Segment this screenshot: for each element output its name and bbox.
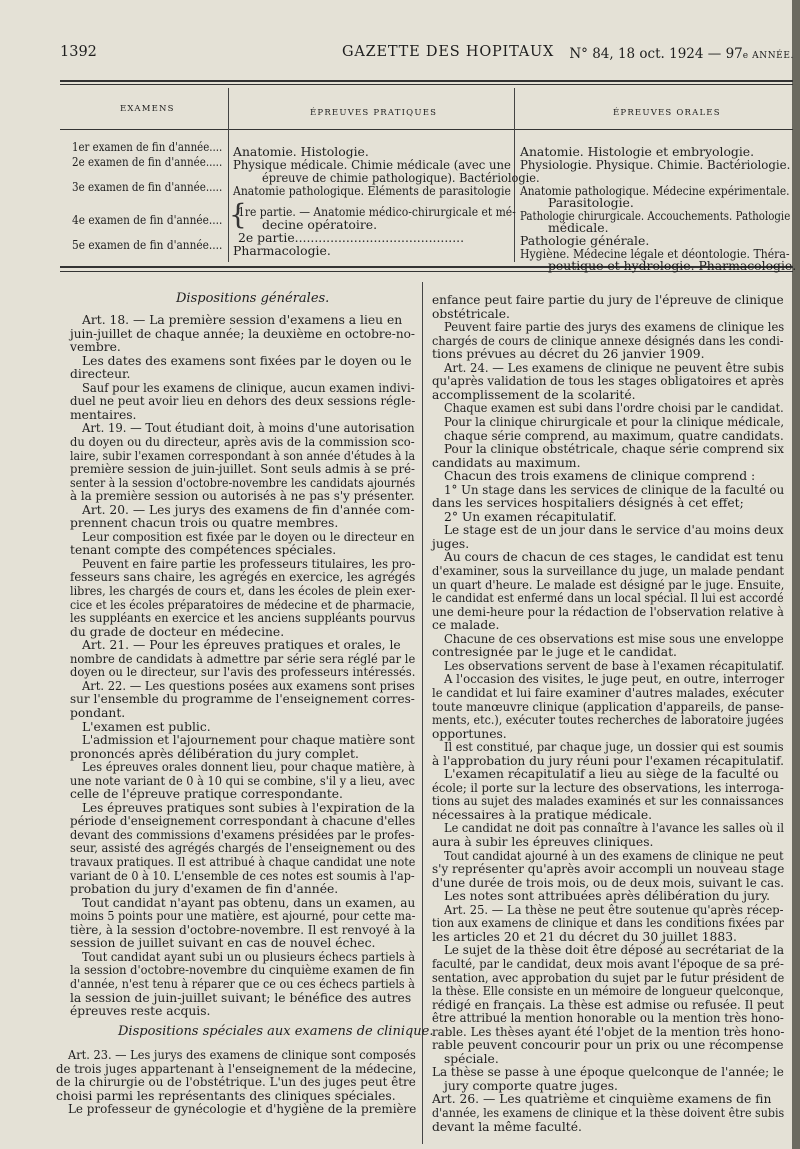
body-line: devant des commissions d'examens présidées par le profes- bbox=[70, 827, 415, 842]
oral-4b: médicale. bbox=[548, 220, 609, 235]
body-line: Au cours de chacun de ces stages, le candidat est tenu bbox=[444, 550, 784, 565]
col-header-examens: EXAMENS bbox=[120, 104, 175, 114]
body-line: L'examen récapitulatif a lieu au siège de la faculté ou bbox=[444, 767, 779, 782]
body-line: une demi-heure pour la rédaction de l'observation relative à bbox=[432, 604, 784, 619]
body-line: Peuvent en faire partie les professeurs titulaires, les pro- bbox=[82, 556, 416, 571]
practical-1: Anatomie. Histologie. bbox=[233, 144, 369, 159]
body-line: un quart d'heure. Le malade est désigné par le juge. Ensuite, bbox=[432, 577, 785, 592]
body-line: première session de juin-juillet. Sont seuls admis à se pré- bbox=[70, 462, 415, 477]
practical-2b: épreuve de chimie pathologique). Bactériologie. bbox=[262, 170, 540, 185]
body-line: être attribué la mention honorable ou la mention très hono- bbox=[432, 1011, 784, 1026]
body-line: fesseurs sans chaire, les agrégés en exercice, les agrégés bbox=[70, 570, 416, 585]
body-line: Art. 22. — Les questions posées aux examens sont prises bbox=[82, 678, 415, 693]
body-line: 2° Un examen récapitulatif. bbox=[444, 509, 617, 524]
body-line: laire, subir l'examen correspondant à son année d'études à la bbox=[70, 448, 416, 463]
body-line: aura à subir les épreuves cliniques. bbox=[432, 835, 654, 849]
body-line: à l'approbation du jury réuni pour l'examen récapitulatif. bbox=[432, 753, 785, 768]
body-line: 1° Un stage dans les services de clinique de la faculté ou bbox=[444, 482, 785, 497]
body-line: juin-juillet de chaque année; la deuxième en octobre-no- bbox=[70, 326, 415, 341]
oral-1: Anatomie. Histologie et embryologie. bbox=[520, 144, 755, 159]
body-line: Le sujet de la thèse doit être déposé au secrétariat de la bbox=[444, 943, 785, 958]
body-line: tions au sujet des malades examinés et sur les connaissances bbox=[432, 794, 784, 809]
body-line: juges. bbox=[432, 536, 470, 551]
body-line: tion aux examens de clinique et dans les conditions fixées par bbox=[432, 916, 784, 931]
body-line: dans les services hospitaliers désignés à cet effet; bbox=[432, 496, 744, 511]
body-line: obstétricale. bbox=[432, 306, 510, 321]
body-line: de la chirurgie ou de l'obstétrique. L'un des juges peut être bbox=[56, 1075, 416, 1089]
exam-row-2: 2e examen de fin d'année..... bbox=[72, 154, 223, 169]
body-line: du grade de docteur en médecine. bbox=[70, 624, 285, 639]
body-line: moins 5 points pour une matière, est ajourné, pour cette ma- bbox=[70, 909, 416, 924]
body-line: travaux pratiques. Il est attribué à chaque candidat une note bbox=[70, 855, 416, 869]
body-line: nécessaires à la pratique médicale. bbox=[432, 807, 653, 822]
body-line: Art. 25. — La thèse ne peut être soutenue qu'après récep- bbox=[444, 902, 784, 917]
body-line: accomplissement de la scolarité. bbox=[432, 387, 636, 402]
body-line: choisi parmi les représentants des cliniques spéciales. bbox=[56, 1088, 396, 1103]
body-line: prononcés après délibération du jury complet. bbox=[70, 746, 359, 761]
body-line: Art. 24. — Les examens de clinique ne peuvent être subis bbox=[444, 360, 784, 375]
body-line: Le candidat ne doit pas connaître à l'avance les salles où il bbox=[444, 821, 785, 836]
body-line: faculté, par le candidat, deux mois avant l'époque de sa pré- bbox=[432, 956, 784, 971]
body-line: Pour la clinique obstétricale, chaque série comprend six bbox=[444, 442, 785, 457]
body-line: jury comporte quatre juges. bbox=[444, 1078, 618, 1093]
body-line: toute manœuvre clinique (application d'appareils, de panse- bbox=[432, 699, 784, 714]
body-line: devant la même faculté. bbox=[432, 1119, 582, 1134]
body-line: candidats au maximum. bbox=[432, 455, 581, 470]
body-line: Tout candidat ajourné à un des examens de clinique ne peut bbox=[444, 848, 784, 863]
body-line: L'admission et l'ajournement pour chaque matière sont bbox=[82, 733, 415, 748]
body-line: de trois juges appartenant à l'enseignement de la médecine, bbox=[56, 1061, 417, 1076]
body-line: épreuves reste acquis. bbox=[70, 1004, 211, 1019]
publication-title: GAZETTE DES HOPITAUX bbox=[342, 44, 555, 60]
body-line: spéciale. bbox=[444, 1051, 499, 1066]
body-line: la session de juin-juillet suivant; le bénéfice des autres bbox=[70, 990, 412, 1005]
body-line: nombre de candidats à admettre par série sera réglé par le bbox=[70, 651, 416, 666]
oral-4: Pathologie chirurgicale. Accouchements. Pathologie bbox=[520, 208, 791, 223]
body-line: vembre. bbox=[70, 340, 121, 355]
col-header-orales: ÉPREUVES ORALES bbox=[613, 108, 721, 118]
body-line: opportunes. bbox=[432, 726, 507, 741]
body-line: Chacun des trois examens de clinique comprend : bbox=[444, 469, 756, 484]
column-divider bbox=[422, 282, 423, 1144]
body-line: Art. 20. — Les jurys des examens de fin d'année com- bbox=[82, 502, 415, 517]
table-top-rule-2 bbox=[60, 84, 793, 85]
body-line: contresignée par le juge et le candidat. bbox=[432, 645, 677, 660]
practical-2: Physique médicale. Chimie médicale (avec une bbox=[233, 157, 511, 172]
body-line: les articles 20 et 21 du décret du 30 juillet 1883. bbox=[432, 929, 737, 944]
body-line: les suppléants en exercice et les anciens suppléants pourvus bbox=[70, 611, 416, 626]
body-line: la session d'octobre-novembre du cinquième examen de fin bbox=[70, 963, 415, 978]
body-line: tière, à la session d'octobre-novembre. Il est renvoyé à la bbox=[70, 922, 416, 937]
practical-5: Pharmacologie. bbox=[233, 243, 331, 258]
body-line: senter à la session d'octobre-novembre les candidats ajournés bbox=[70, 475, 416, 490]
body-line: sur l'ensemble du programme de l'enseignement corres- bbox=[70, 692, 415, 707]
practical-3: Anatomie pathologique. Eléments de parasitologie bbox=[233, 183, 511, 198]
body-line: seur, assisté des agrégés chargés de l'enseignement ou des bbox=[70, 841, 416, 856]
body-line: tenant compte des compétences spéciales. bbox=[70, 543, 337, 558]
body-line: s'y représenter qu'après avoir accompli un nouveau stage bbox=[432, 862, 785, 877]
body-line: doyen ou le directeur, sur l'avis des professeurs intéressés. bbox=[70, 665, 416, 680]
oral-6: Hygiène. Médecine légale et déontologie. Théra- bbox=[520, 246, 790, 261]
body-line: Sauf pour les examens de clinique, aucun examen indivi- bbox=[82, 380, 415, 395]
body-line: le candidat et lui faire examiner d'autres malades, exécuter bbox=[432, 685, 784, 700]
body-line: Les dates des examens sont fixées par le doyen ou le bbox=[82, 353, 412, 368]
brace-4e-examen: { bbox=[229, 198, 247, 231]
body-line: celle de l'épreuve pratique correspondante. bbox=[70, 787, 343, 802]
body-line: duel ne peut avoir lieu en dehors des deux sessions régle- bbox=[70, 394, 416, 409]
body-line: Le professeur de gynécologie et d'hygiène de la première bbox=[68, 1102, 417, 1116]
body-line: variant de 0 à 10. L'ensemble de ces notes est soumis à l'ap- bbox=[70, 868, 415, 883]
body-line: rable. Les thèses ayant été l'objet de la mention très hono- bbox=[432, 1024, 785, 1039]
body-line: Les observations servent de base à l'examen récapitulatif. bbox=[444, 658, 785, 673]
body-line: Les épreuves pratiques sont subies à l'expiration de la bbox=[82, 800, 415, 815]
heading-dispositions-speciales: Dispositions spéciales aux examens de clinique. bbox=[118, 1024, 434, 1039]
body-line: chargés de cours de clinique annexe désignés dans les condi- bbox=[432, 333, 784, 348]
body-line: Tout candidat ayant subi un ou plusieurs échecs partiels à bbox=[82, 949, 416, 964]
body-line: Le stage est de un jour dans le service d'au moins deux bbox=[444, 523, 784, 538]
body-line: session de juillet suivant en cas de nouvel échec. bbox=[70, 936, 376, 951]
body-line: Les notes sont attribuées après délibération du jury. bbox=[444, 889, 771, 904]
body-line: ce malade. bbox=[432, 618, 500, 633]
body-line: la thèse. Elle consiste en un mémoire de longueur quelconque, bbox=[432, 984, 784, 999]
body-line: libres, les chargés de cours et, dans les écoles de plein exer- bbox=[70, 584, 416, 598]
practical-4a: 1re partie. — Anatomie médico-chirurgicale et mé- bbox=[238, 204, 516, 219]
body-line: rédigé en français. La thèse est admise ou refusée. Il peut bbox=[432, 997, 785, 1012]
body-line: Il est constitué, par chaque juge, un dossier qui est soumis bbox=[444, 740, 784, 755]
heading-dispositions-generales: Dispositions générales. bbox=[176, 291, 330, 306]
body-line: La thèse se passe à une époque quelconque de l'année; le bbox=[432, 1065, 784, 1080]
body-line: Tout candidat n'ayant pas obtenu, dans un examen, au bbox=[82, 895, 416, 910]
body-line: Art. 26. — Les quatrième et cinquième examens de fin bbox=[432, 1092, 772, 1107]
body-line: Peuvent faire partie des jurys des examens de clinique les bbox=[444, 320, 785, 335]
body-line: d'examiner, sous la surveillance du juge, un malade pendant bbox=[432, 564, 785, 578]
table-top-rule bbox=[60, 80, 793, 82]
body-line: probation du jury d'examen de fin d'année. bbox=[70, 882, 339, 897]
oral-3: Anatomie pathologique. Médecine expérimentale. bbox=[520, 183, 790, 198]
body-line: directeur. bbox=[70, 367, 131, 382]
exam-row-5: 5e examen de fin d'année.... bbox=[72, 237, 223, 252]
body-line: qu'après validation de tous les stages obligatoires et après bbox=[432, 374, 784, 389]
exam-row-3: 3e examen de fin d'année..... bbox=[72, 179, 223, 194]
body-line: prennent chacun trois ou quatre membres. bbox=[70, 516, 339, 531]
body-line: Art. 18. — La première session d'examens a lieu en bbox=[82, 313, 403, 327]
body-line: Chacune de ces observations est mise sous une enveloppe bbox=[444, 631, 784, 646]
oral-2: Physiologie. Physique. Chimie. Bactériologie. bbox=[520, 157, 791, 172]
running-header bbox=[60, 40, 794, 64]
body-line: chaque série comprend, au maximum, quatre candidats. bbox=[444, 428, 784, 443]
oral-6b: peutique et hydrologie. Pharmacologie. bbox=[548, 258, 797, 273]
exam-row-1: 1er examen de fin d'année.... bbox=[72, 139, 223, 154]
table-col-divider-1 bbox=[228, 88, 229, 262]
body-line: Leur composition est fixée par le doyen ou le directeur en bbox=[82, 529, 415, 544]
body-line: ments, etc.), exécuter toutes recherches de laboratoire jugées bbox=[432, 713, 784, 728]
body-line: mentaires. bbox=[70, 407, 137, 422]
body-line: le candidat est enfermé dans un local spécial. Il lui est accordé bbox=[432, 591, 784, 606]
body-line: rable peuvent concourir pour un prix ou une récompense bbox=[432, 1038, 784, 1053]
body-line: tions prévues au décret du 26 janvier 1909. bbox=[432, 347, 705, 362]
body-line: école; il porte sur la lecture des observations, les interroga- bbox=[432, 780, 784, 795]
col-header-pratiques: ÉPREUVES PRATIQUES bbox=[310, 108, 438, 118]
body-line: période d'enseignement correspondant à chacune d'elles bbox=[70, 814, 416, 829]
oral-3b: Parasitologie. bbox=[548, 195, 634, 210]
body-line: Art. 19. — Tout étudiant doit, à moins d'une autorisation bbox=[82, 421, 415, 436]
body-line: une note variant de 0 à 10 qui se combine, s'il y a lieu, avec bbox=[70, 773, 416, 788]
body-line: d'une durée de trois mois, ou de deux mois, suivant le cas. bbox=[432, 875, 785, 890]
body-line: Les épreuves orales donnent lieu, pour chaque matière, à bbox=[82, 760, 415, 775]
body-line: A l'occasion des visites, le juge peut, en outre, interroger bbox=[444, 672, 785, 687]
exam-row-4: 4e examen de fin d'année.... bbox=[72, 212, 223, 227]
body-line: du doyen ou du directeur, après avis de la commission sco- bbox=[70, 434, 415, 449]
issue-info: N° 84, 18 oct. 1924 — 97e ANNÉE. bbox=[569, 46, 794, 62]
oral-5: Pathologie générale. bbox=[520, 233, 650, 248]
body-line: Chaque examen est subi dans l'ordre choisi par le candidat. bbox=[444, 401, 784, 416]
body-line: Art. 21. — Pour les épreuves pratiques et orales, le bbox=[82, 638, 401, 653]
body-line: L'examen est public. bbox=[82, 719, 211, 734]
body-line: d'année, les examens de clinique et la thèse doivent être subis bbox=[432, 1106, 785, 1120]
practical-4b: 2e partie........................................... bbox=[238, 230, 465, 245]
body-line: Art. 23. — Les jurys des examens de clinique sont composés bbox=[68, 1048, 416, 1062]
body-line: à la première session ou autorisés à ne pas s'y présenter. bbox=[70, 489, 415, 504]
body-line: d'année, n'est tenu à réparer que ce ou ces échecs partiels à bbox=[70, 976, 415, 991]
table-header-rule bbox=[60, 129, 793, 130]
practical-4a-cont: decine opératoire. bbox=[262, 217, 378, 232]
body-line: Pour la clinique chirurgicale et pour la clinique médicale, bbox=[444, 414, 785, 429]
body-line: enfance peut faire partie du jury de l'épreuve de clinique bbox=[432, 293, 784, 307]
body-line: sentation, avec approbation du sujet par le futur président de bbox=[432, 970, 785, 985]
body-line: pondant. bbox=[70, 705, 126, 720]
body-line: cice et les écoles préparatoires de médecine et de pharmacie, bbox=[70, 597, 415, 612]
page-number: 1392 bbox=[60, 44, 97, 60]
page-edge-shadow bbox=[792, 0, 800, 1149]
